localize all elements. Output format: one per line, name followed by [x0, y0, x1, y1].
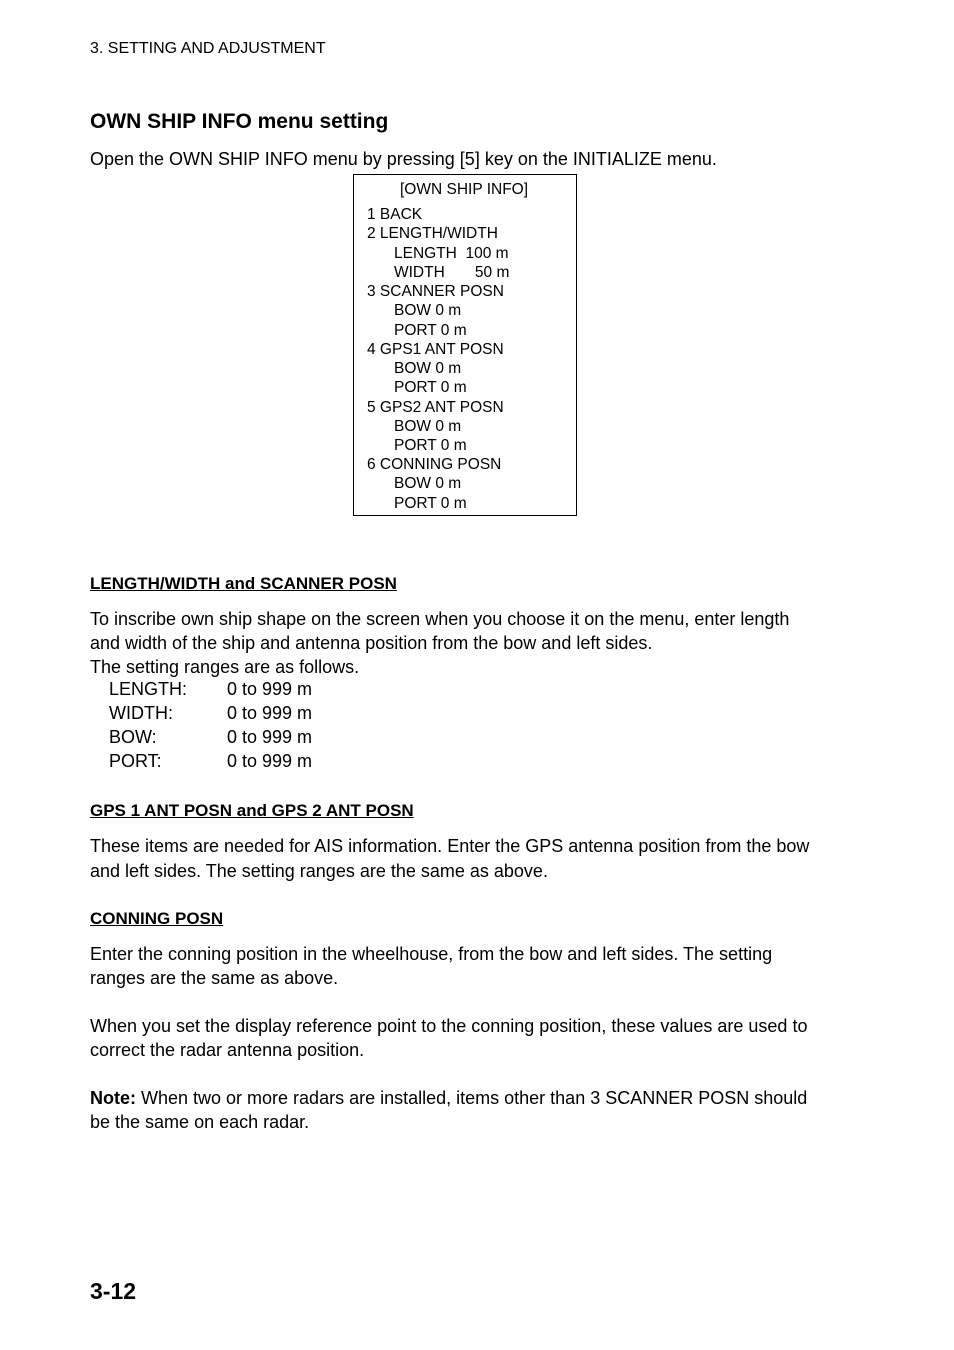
- running-head: 3. SETTING AND ADJUSTMENT: [90, 40, 326, 57]
- menu-item-length-width: 2 LENGTH/WIDTH: [367, 225, 498, 242]
- range-label-port: PORT:: [109, 751, 162, 771]
- intro-text: Open the OWN SHIP INFO menu by pressing [5] key on the INITIALIZE menu.: [90, 149, 717, 169]
- menu-value-scanner-port: PORT 0 m: [394, 322, 467, 339]
- menu-item-scanner-posn: 3 SCANNER POSN: [367, 283, 504, 300]
- menu-value-gps1-bow: BOW 0 m: [394, 360, 462, 377]
- menu-value-conning-port: PORT 0 m: [394, 495, 467, 512]
- page-number: 3-12: [90, 1278, 137, 1304]
- menu-item-gps2-ant-posn: 5 GPS2 ANT POSN: [367, 399, 504, 416]
- menu-value-length: LENGTH 100 m: [394, 245, 509, 262]
- section-title: OWN SHIP INFO menu setting: [90, 110, 389, 133]
- conning-p2-line2: correct the radar antenna position.: [90, 1040, 365, 1060]
- note-line1: [90, 1086, 807, 1110]
- note-line2: be the same on each radar.: [90, 1112, 310, 1132]
- range-value-length: 0 to 999 m: [227, 679, 313, 699]
- gps-text-line1: These items are needed for AIS information. Enter the GPS antenna position from the bow: [90, 836, 810, 856]
- note-lead: Note:: [90, 1088, 136, 1108]
- gps-text-line2: and left sides. The setting ranges are the same as above.: [90, 861, 548, 881]
- own-ship-info-menu: [353, 174, 577, 516]
- menu-value-gps1-port: PORT 0 m: [394, 379, 467, 396]
- range-value-bow: 0 to 999 m: [227, 727, 313, 747]
- ranges-intro: The setting ranges are as follows.: [90, 657, 360, 677]
- menu-value-width: WIDTH 50 m: [394, 264, 510, 281]
- conning-p2-line1: When you set the display reference point to the conning position, these values are used to: [90, 1016, 808, 1036]
- conning-p1-line2: ranges are the same as above.: [90, 968, 339, 988]
- range-value-width: 0 to 999 m: [227, 703, 313, 723]
- length-width-text-line1: To inscribe own ship shape on the screen when you choose it on the menu, enter length: [90, 609, 790, 629]
- heading-length-width: LENGTH/WIDTH and SCANNER POSN: [90, 574, 397, 593]
- heading-gps-ant-posn: GPS 1 ANT POSN and GPS 2 ANT POSN: [90, 801, 414, 820]
- menu-value-conning-bow: BOW 0 m: [394, 475, 462, 492]
- heading-conning-posn: CONNING POSN: [90, 909, 224, 928]
- menu-item-gps1-ant-posn: 4 GPS1 ANT POSN: [367, 341, 504, 358]
- range-label-bow: BOW:: [109, 727, 157, 747]
- menu-value-scanner-bow: BOW 0 m: [394, 302, 462, 319]
- range-label-width: WIDTH:: [109, 703, 173, 723]
- note-text: When two or more radars are installed, items other than 3 SCANNER POSN should: [136, 1088, 808, 1108]
- conning-p1-line1: Enter the conning position in the wheelhouse, from the bow and left sides. The setting: [90, 944, 773, 964]
- menu-value-gps2-port: PORT 0 m: [394, 437, 467, 454]
- menu-title: [OWN SHIP INFO]: [400, 181, 529, 198]
- range-label-length: LENGTH:: [109, 679, 188, 699]
- length-width-text-line2: and width of the ship and antenna position from the bow and left sides.: [90, 633, 653, 653]
- menu-item-back: 1 BACK: [367, 206, 423, 223]
- menu-item-conning-posn: 6 CONNING POSN: [367, 456, 502, 473]
- range-value-port: 0 to 999 m: [227, 751, 313, 771]
- menu-value-gps2-bow: BOW 0 m: [394, 418, 462, 435]
